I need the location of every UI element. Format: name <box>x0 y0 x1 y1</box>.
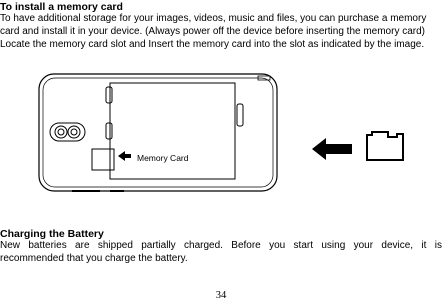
paragraph-line: Locate the memory card slot and Insert the memory card into the slot as indicated by the image. <box>0 38 425 50</box>
memory-card-icon <box>367 132 403 160</box>
paragraph-line: New batteries are shipped partially charged. Before you start using your device, it is <box>0 240 442 251</box>
battery-compartment-drawing <box>106 83 243 179</box>
paragraph-line: card and install it in your device. (Always power off the device before inserting the memory card) <box>0 25 426 37</box>
install-memory-card-heading: To install a memory card <box>0 1 123 13</box>
camera-icon <box>50 123 85 141</box>
insert-arrow-icon <box>312 138 352 160</box>
paragraph-line: recommended that you charge the battery. <box>0 252 188 264</box>
phone-back-drawing <box>39 74 277 191</box>
memory-card-label <box>118 151 189 163</box>
paragraph-line: To have additional storage for your images, videos, music and files, you can purchase a memory <box>0 13 427 24</box>
memory-card-label-text: Memory Card <box>137 153 189 163</box>
memory-card-slot <box>92 149 114 170</box>
charging-battery-paragraph <box>0 240 442 266</box>
page-number: 34 <box>215 290 227 301</box>
charging-battery-heading: Charging the Battery <box>0 228 104 240</box>
